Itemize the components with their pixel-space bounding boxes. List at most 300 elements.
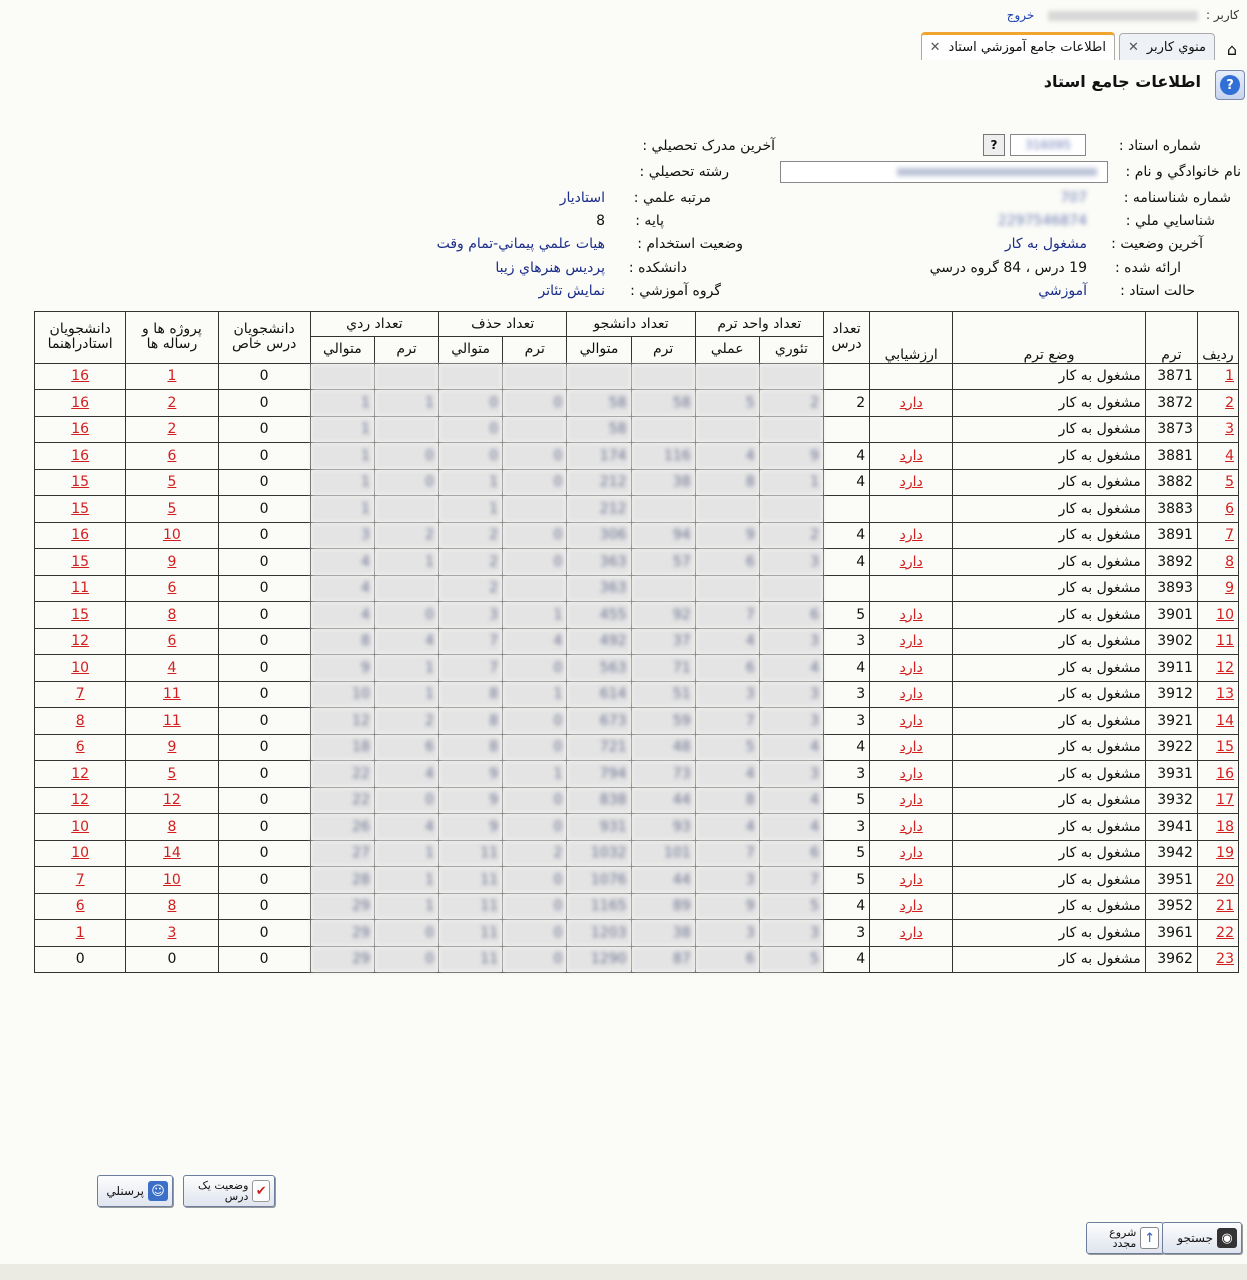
reject-term-cell: 1 (374, 867, 438, 894)
row-number-link[interactable]: 4 (1197, 443, 1238, 470)
theory-cell: 4 (759, 787, 823, 814)
course-count-cell: 5 (824, 602, 870, 629)
table-row (35, 443, 1239, 470)
projects-link[interactable]: 6 (126, 575, 218, 602)
projects-link[interactable]: 6 (126, 443, 218, 470)
evaluation-link[interactable]: دارد (870, 734, 953, 761)
special-students-cell: 0 (218, 602, 310, 629)
advisee-link[interactable]: 12 (35, 787, 126, 814)
students-cumulative-cell: 1290 (567, 946, 631, 973)
col-unit-count: تعداد واحد ترم (695, 312, 823, 337)
last-degree-label: آخرين مدرک تحصيلي : (642, 138, 775, 154)
special-students-cell: 0 (218, 840, 310, 867)
term-cell: 3881 (1145, 443, 1197, 470)
theory-cell: 5 (759, 946, 823, 973)
evaluation-link[interactable]: دارد (870, 893, 953, 920)
row-number-link[interactable]: 11 (1197, 628, 1238, 655)
projects-link[interactable]: 3 (126, 920, 218, 947)
course-count-cell (824, 416, 870, 443)
special-students-cell: 0 (218, 390, 310, 417)
term-status-cell: مشغول به کار (953, 867, 1145, 894)
checklist-icon: ✔ (252, 1180, 270, 1202)
drop-cumulative-cell: 8 (439, 708, 503, 735)
projects-link[interactable]: 6 (126, 628, 218, 655)
term-cell: 3872 (1145, 390, 1197, 417)
term-cell: 3941 (1145, 814, 1197, 841)
rank-label: مرتبه علمي : (633, 190, 711, 206)
row-number-link[interactable]: 5 (1197, 469, 1238, 496)
special-students-cell: 0 (218, 893, 310, 920)
practical-cell (695, 416, 759, 443)
evaluation-link[interactable]: دارد (870, 681, 953, 708)
table-row (35, 575, 1239, 602)
practical-cell: 7 (695, 602, 759, 629)
term-status-cell: مشغول به کار (953, 893, 1145, 920)
row-number-link[interactable]: 10 (1197, 602, 1238, 629)
drop-cumulative-cell: 7 (439, 655, 503, 682)
row-number-link[interactable]: 19 (1197, 840, 1238, 867)
personal-label: پرسنلي (106, 1184, 144, 1198)
practical-cell: 6 (695, 946, 759, 973)
reject-term-cell: 1 (374, 681, 438, 708)
drop-cumulative-cell: 11 (439, 867, 503, 894)
practical-cell: 8 (695, 787, 759, 814)
row-number-link[interactable]: 8 (1197, 549, 1238, 576)
theory-cell: 3 (759, 628, 823, 655)
reject-term-cell: 1 (374, 655, 438, 682)
drop-term-cell: 0 (503, 867, 567, 894)
rank-value: استاديار (559, 190, 605, 206)
row-number-link[interactable]: 2 (1197, 390, 1238, 417)
term-cell: 3911 (1145, 655, 1197, 682)
theory-cell: 6 (759, 602, 823, 629)
course-count-cell (824, 363, 870, 390)
projects-link[interactable]: 5 (126, 761, 218, 788)
evaluation-link (870, 363, 953, 390)
special-students-cell: 0 (218, 496, 310, 523)
evaluation-link[interactable]: دارد (870, 602, 953, 629)
advisee-link[interactable]: 10 (35, 840, 126, 867)
evaluation-link[interactable]: دارد (870, 443, 953, 470)
table-row (35, 655, 1239, 682)
reject-cumulative-cell: 3 (310, 522, 374, 549)
practical-cell: 7 (695, 708, 759, 735)
course-count-cell: 3 (824, 761, 870, 788)
col-reject-cumulative: متوالي (310, 337, 374, 364)
drop-cumulative-cell: 2 (439, 522, 503, 549)
row-number-link[interactable]: 22 (1197, 920, 1238, 947)
term-status-cell: مشغول به کار (953, 549, 1145, 576)
drop-term-cell: 4 (503, 628, 567, 655)
term-cell: 3961 (1145, 920, 1197, 947)
reject-cumulative-cell: 1 (310, 496, 374, 523)
course-count-cell: 5 (824, 867, 870, 894)
terms-table-body (35, 363, 1239, 973)
advisee-link[interactable]: 1 (35, 920, 126, 947)
offered-label: ارائه شده : (1115, 260, 1181, 276)
col-drop-count: تعداد حذف (439, 312, 567, 337)
restart-label: شروع مجدد (1109, 1226, 1137, 1250)
projects-link[interactable]: 14 (126, 840, 218, 867)
national-id-value: 2297546874 (997, 213, 1087, 229)
term-status-cell: مشغول به کار (953, 628, 1145, 655)
course-count-cell: 3 (824, 920, 870, 947)
theory-cell: 3 (759, 920, 823, 947)
advisee-link[interactable]: 15 (35, 602, 126, 629)
advisee-link[interactable]: 15 (35, 496, 126, 523)
row-number-link[interactable]: 1 (1197, 363, 1238, 390)
reject-cumulative-cell: 10 (310, 681, 374, 708)
practical-cell: 9 (695, 522, 759, 549)
projects-link[interactable]: 8 (126, 602, 218, 629)
practical-cell: 6 (695, 655, 759, 682)
reject-cumulative-cell: 1 (310, 469, 374, 496)
students-term-cell: 48 (631, 734, 695, 761)
evaluation-link[interactable]: دارد (870, 628, 953, 655)
drop-term-cell: 0 (503, 946, 567, 973)
prof-state-value: آموزشي (1038, 283, 1087, 299)
term-cell: 3902 (1145, 628, 1197, 655)
reject-cumulative-cell: 12 (310, 708, 374, 735)
row-number-link[interactable]: 15 (1197, 734, 1238, 761)
row-number-link[interactable]: 17 (1197, 787, 1238, 814)
row-number-link[interactable]: 16 (1197, 761, 1238, 788)
evaluation-link[interactable]: دارد (870, 867, 953, 894)
students-cumulative-cell: 174 (567, 443, 631, 470)
theory-cell: 4 (759, 814, 823, 841)
evaluation-link[interactable]: دارد (870, 469, 953, 496)
projects-link[interactable]: 11 (126, 681, 218, 708)
theory-cell: 3 (759, 681, 823, 708)
course-count-cell: 3 (824, 708, 870, 735)
table-row (35, 469, 1239, 496)
special-students-cell: 0 (218, 575, 310, 602)
students-term-cell: 59 (631, 708, 695, 735)
projects-link: 0 (126, 946, 218, 973)
reject-term-cell: 4 (374, 814, 438, 841)
special-students-cell: 0 (218, 416, 310, 443)
name-field[interactable] (780, 161, 1108, 183)
projects-link[interactable]: 9 (126, 734, 218, 761)
reject-cumulative-cell: 18 (310, 734, 374, 761)
students-term-cell: 89 (631, 893, 695, 920)
reject-term-cell (374, 496, 438, 523)
projects-link[interactable]: 10 (126, 867, 218, 894)
reject-term-cell (374, 363, 438, 390)
advisee-link[interactable]: 16 (35, 390, 126, 417)
advisee-link[interactable]: 8 (35, 708, 126, 735)
special-students-cell: 0 (218, 443, 310, 470)
students-cumulative-cell: 363 (567, 575, 631, 602)
home-icon[interactable]: ⌂ (1226, 39, 1238, 59)
evaluation-link[interactable]: دارد (870, 840, 953, 867)
evaluation-link[interactable]: دارد (870, 549, 953, 576)
reject-cumulative-cell: 22 (310, 761, 374, 788)
advisee-link[interactable]: 11 (35, 575, 126, 602)
user-name-blurred (1048, 11, 1198, 21)
name-label: نام خانوادگي و نام : (1125, 164, 1241, 180)
term-status-cell: مشغول به کار (953, 416, 1145, 443)
term-cell: 3873 (1145, 416, 1197, 443)
offered-value: 19 درس ، 84 گروه درسي (929, 260, 1087, 276)
special-students-cell: 0 (218, 469, 310, 496)
reject-cumulative-cell: 8 (310, 628, 374, 655)
projects-link[interactable]: 12 (126, 787, 218, 814)
reject-term-cell: 0 (374, 602, 438, 629)
reject-term-cell: 6 (374, 734, 438, 761)
user-label: کاربر : (1206, 8, 1239, 22)
students-term-cell: 58 (631, 390, 695, 417)
students-term-cell: 44 (631, 787, 695, 814)
row-number-link[interactable]: 6 (1197, 496, 1238, 523)
students-cumulative-cell: 58 (567, 390, 631, 417)
practical-cell: 4 (695, 443, 759, 470)
term-cell: 3952 (1145, 893, 1197, 920)
advisee-link[interactable]: 10 (35, 814, 126, 841)
row-number-link[interactable]: 18 (1197, 814, 1238, 841)
drop-term-cell: 0 (503, 734, 567, 761)
course-count-cell: 4 (824, 946, 870, 973)
close-icon[interactable]: ✕ (929, 40, 941, 55)
term-status-cell: مشغول به کار (953, 840, 1145, 867)
grade-value: 8 (596, 213, 605, 229)
practical-cell: 9 (695, 893, 759, 920)
col-term-status: وضع ترم (953, 312, 1145, 364)
practical-cell: 3 (695, 681, 759, 708)
table-row (35, 708, 1239, 735)
advisee-link[interactable]: 6 (35, 734, 126, 761)
row-number-link[interactable]: 21 (1197, 893, 1238, 920)
students-term-cell: 38 (631, 469, 695, 496)
evaluation-link[interactable]: دارد (870, 522, 953, 549)
theory-cell: 9 (759, 443, 823, 470)
prof-state-label: حالت استاد : (1120, 283, 1195, 299)
row-number-link[interactable]: 9 (1197, 575, 1238, 602)
students-term-cell: 101 (631, 840, 695, 867)
theory-cell (759, 363, 823, 390)
projects-link[interactable]: 5 (126, 496, 218, 523)
students-cumulative-cell (567, 363, 631, 390)
reject-term-cell: 0 (374, 787, 438, 814)
reject-cumulative-cell: 9 (310, 655, 374, 682)
faculty-value: پرديس هنرهاي زيبا (495, 260, 605, 276)
course-count-cell: 4 (824, 893, 870, 920)
projects-link[interactable]: 8 (126, 814, 218, 841)
practical-cell (695, 575, 759, 602)
course-count-cell: 3 (824, 628, 870, 655)
term-status-cell: مشغول به کار (953, 443, 1145, 470)
drop-term-cell: 0 (503, 522, 567, 549)
evaluation-link[interactable]: دارد (870, 390, 953, 417)
projects-link[interactable]: 4 (126, 655, 218, 682)
term-status-cell: مشغول به کار (953, 708, 1145, 735)
col-row: رديف (1197, 312, 1238, 364)
theory-cell: 6 (759, 840, 823, 867)
reject-term-cell: 1 (374, 893, 438, 920)
practical-cell: 6 (695, 549, 759, 576)
students-cumulative-cell: 212 (567, 496, 631, 523)
birth-cert-label: شماره شناسنامه : (1123, 190, 1231, 206)
row-number-link[interactable]: 13 (1197, 681, 1238, 708)
drop-term-cell: 0 (503, 893, 567, 920)
drop-term-cell: 1 (503, 681, 567, 708)
advisee-link[interactable]: 16 (35, 363, 126, 390)
term-cell: 3893 (1145, 575, 1197, 602)
practical-cell (695, 363, 759, 390)
grade-label: پايه : (635, 213, 664, 229)
evaluation-link[interactable]: دارد (870, 814, 953, 841)
term-cell: 3891 (1145, 522, 1197, 549)
table-row (35, 602, 1239, 629)
table-row (35, 840, 1239, 867)
advisee-link[interactable]: 12 (35, 628, 126, 655)
personal-button[interactable] (97, 1175, 173, 1207)
term-cell: 3962 (1145, 946, 1197, 973)
drop-cumulative-cell: 9 (439, 814, 503, 841)
row-number-link[interactable]: 3 (1197, 416, 1238, 443)
advisee-link[interactable]: 16 (35, 522, 126, 549)
logout-link[interactable]: خروج (1006, 8, 1035, 22)
theory-cell: 3 (759, 761, 823, 788)
students-term-cell (631, 496, 695, 523)
term-status-cell: مشغول به کار (953, 602, 1145, 629)
students-cumulative-cell: 614 (567, 681, 631, 708)
term-status-cell: مشغول به کار (953, 655, 1145, 682)
theory-cell: 2 (759, 390, 823, 417)
course-status-button[interactable] (183, 1175, 275, 1207)
close-icon[interactable]: ✕ (1127, 39, 1139, 55)
advisee-link[interactable]: 10 (35, 655, 126, 682)
evaluation-link[interactable]: دارد (870, 708, 953, 735)
special-students-cell: 0 (218, 734, 310, 761)
reject-cumulative-cell: 27 (310, 840, 374, 867)
national-id-label: شناسايي ملي : (1125, 213, 1215, 229)
reject-cumulative-cell: 4 (310, 602, 374, 629)
course-count-cell: 5 (824, 787, 870, 814)
tab-professor-info[interactable] (921, 32, 1115, 60)
term-status-cell: مشغول به کار (953, 734, 1145, 761)
restart-button[interactable] (1086, 1222, 1164, 1254)
evaluation-link[interactable]: دارد (870, 787, 953, 814)
projects-link[interactable]: 2 (126, 390, 218, 417)
course-count-cell: 4 (824, 734, 870, 761)
term-status-cell: مشغول به کار (953, 469, 1145, 496)
advisee-link[interactable]: 16 (35, 416, 126, 443)
table-row (35, 363, 1239, 390)
col-projects: پروژه ها و رساله ها (126, 312, 218, 364)
theory-cell: 3 (759, 549, 823, 576)
reject-term-cell: 0 (374, 920, 438, 947)
course-count-cell: 2 (824, 390, 870, 417)
table-row (35, 734, 1239, 761)
term-cell: 3882 (1145, 469, 1197, 496)
students-cumulative-cell: 1203 (567, 920, 631, 947)
row-number-link[interactable]: 23 (1197, 946, 1238, 973)
advisee-link[interactable]: 6 (35, 893, 126, 920)
special-students-cell: 0 (218, 708, 310, 735)
advisee-link[interactable]: 15 (35, 469, 126, 496)
reject-cumulative-cell: 29 (310, 946, 374, 973)
students-cumulative-cell: 1076 (567, 867, 631, 894)
students-cumulative-cell: 363 (567, 549, 631, 576)
theory-cell: 2 (759, 522, 823, 549)
evaluation-link[interactable]: دارد (870, 920, 953, 947)
help-icon[interactable]: ? (1215, 70, 1245, 100)
advisee-link[interactable]: 7 (35, 867, 126, 894)
students-cumulative-cell: 1032 (567, 840, 631, 867)
advisee-link[interactable]: 15 (35, 549, 126, 576)
reject-term-cell: 4 (374, 628, 438, 655)
drop-term-cell: 2 (503, 840, 567, 867)
row-number-link[interactable]: 12 (1197, 655, 1238, 682)
projects-link[interactable]: 11 (126, 708, 218, 735)
term-status-cell: مشغول به کار (953, 363, 1145, 390)
theory-cell: 1 (759, 469, 823, 496)
students-term-cell: 87 (631, 946, 695, 973)
drop-cumulative-cell: 0 (439, 390, 503, 417)
special-students-cell: 0 (218, 814, 310, 841)
reject-cumulative-cell: 1 (310, 390, 374, 417)
projects-link[interactable]: 9 (126, 549, 218, 576)
course-count-cell: 4 (824, 522, 870, 549)
advisee-link[interactable]: 16 (35, 443, 126, 470)
course-count-cell: 3 (824, 814, 870, 841)
drop-cumulative-cell: 11 (439, 840, 503, 867)
students-cumulative-cell: 492 (567, 628, 631, 655)
projects-link[interactable]: 2 (126, 416, 218, 443)
term-status-cell: مشغول به کار (953, 390, 1145, 417)
practical-cell: 5 (695, 390, 759, 417)
row-number-link[interactable]: 20 (1197, 867, 1238, 894)
practical-cell: 3 (695, 920, 759, 947)
course-count-cell: 4 (824, 443, 870, 470)
term-cell: 3892 (1145, 549, 1197, 576)
drop-cumulative-cell: 11 (439, 920, 503, 947)
students-cumulative-cell: 306 (567, 522, 631, 549)
students-cumulative-cell: 931 (567, 814, 631, 841)
drop-cumulative-cell: 7 (439, 628, 503, 655)
theory-cell (759, 416, 823, 443)
advisee-link[interactable]: 7 (35, 681, 126, 708)
advisee-link[interactable]: 12 (35, 761, 126, 788)
reject-term-cell: 0 (374, 469, 438, 496)
evaluation-link[interactable]: دارد (870, 761, 953, 788)
search-label: جستجو (1177, 1231, 1213, 1245)
row-number-link[interactable]: 14 (1197, 708, 1238, 735)
term-status-cell: مشغول به کار (953, 496, 1145, 523)
row-number-link[interactable]: 7 (1197, 522, 1238, 549)
lookup-button[interactable]: ? (983, 134, 1005, 156)
projects-link[interactable]: 5 (126, 469, 218, 496)
theory-cell: 7 (759, 867, 823, 894)
drop-cumulative-cell: 0 (439, 443, 503, 470)
students-cumulative-cell: 1165 (567, 893, 631, 920)
projects-link[interactable]: 10 (126, 522, 218, 549)
tab-user-menu[interactable] (1119, 33, 1215, 60)
col-reject-term: ترم (374, 337, 438, 364)
projects-link[interactable]: 1 (126, 363, 218, 390)
students-cumulative-cell: 212 (567, 469, 631, 496)
projects-link[interactable]: 8 (126, 893, 218, 920)
professor-no-input[interactable]: 316095 (1010, 134, 1086, 156)
col-drop-cumulative: متوالي (439, 337, 503, 364)
last-status-value: مشغول به کار (1004, 236, 1087, 252)
search-button[interactable] (1162, 1222, 1242, 1254)
evaluation-link[interactable]: دارد (870, 655, 953, 682)
practical-cell (695, 496, 759, 523)
drop-cumulative-cell: 9 (439, 761, 503, 788)
students-cumulative-cell: 455 (567, 602, 631, 629)
